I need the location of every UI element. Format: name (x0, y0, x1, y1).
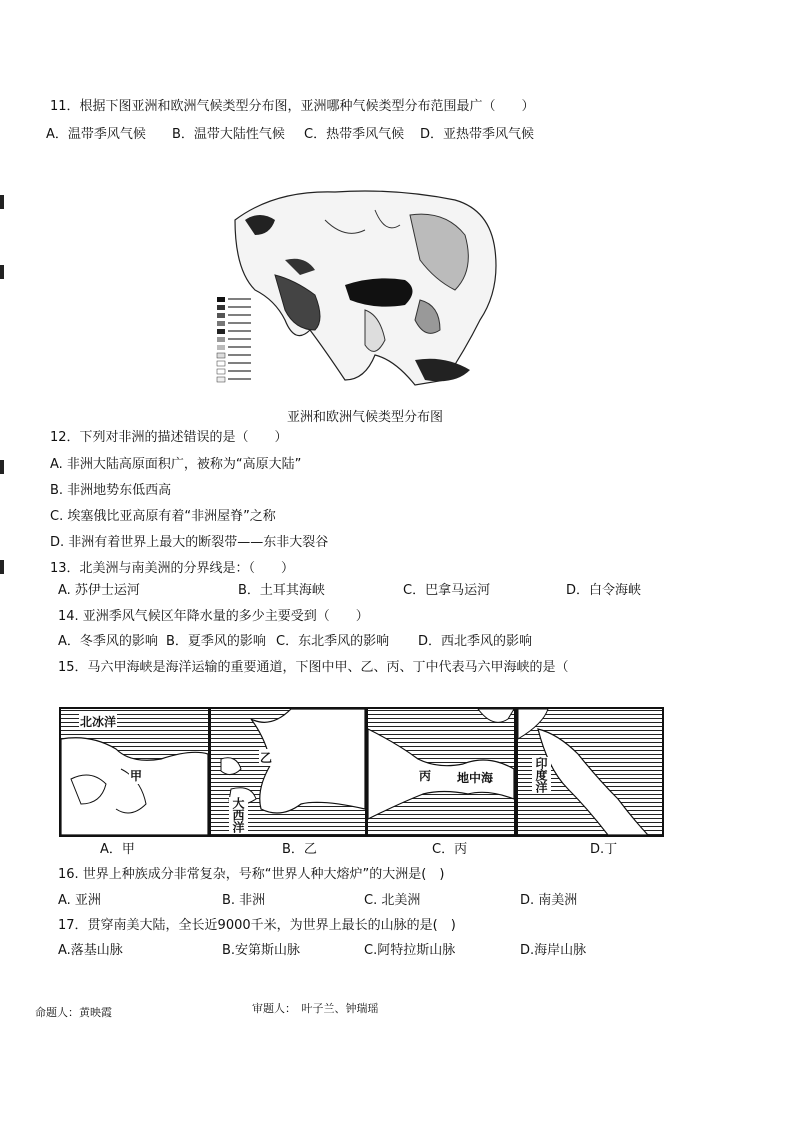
map-label-atlantic: 大西洋 (229, 797, 248, 833)
map-label-indian-ocean: 印度洋 (532, 757, 551, 793)
climate-map-caption: 亚洲和欧洲气候类型分布图 (286, 410, 443, 425)
map-label-jia: 甲 (130, 769, 143, 783)
q15-stem: 15．马六甲海峡是海洋运输的重要通道，下图中甲、乙、丙、丁中代表马六甲海峡的是（ (58, 660, 569, 675)
q12-stem: 12．下列对非洲的描述错误的是（ ） (50, 430, 288, 445)
strait-map-ding (516, 707, 664, 837)
q12-option-b: B. 非洲地势东低西高 (50, 483, 172, 498)
q17-option-d: D.海岸山脉 (520, 943, 587, 958)
q11-option-d: D．亚热带季风气候 (420, 127, 535, 142)
strait-map-jia (59, 707, 210, 837)
map-label-mediterranean: 地中海 (457, 771, 494, 785)
map-label-bing: 丙 (419, 769, 432, 783)
scan-edge-mark (0, 460, 4, 474)
q14-option-a: A．冬季风的影响 (58, 634, 158, 649)
q11-stem: 11．根据下图亚洲和欧洲气候类型分布图，亚洲哪种气候类型分布范围最广（ ） (50, 99, 535, 114)
strait-map-yi (209, 707, 367, 837)
q17-option-c: C.阿特拉斯山脉 (364, 943, 456, 958)
scan-edge-mark (0, 195, 4, 209)
q16-stem: 16. 世界上种族成分非常复杂，号称“世界人种大熔炉”的大洲是( ) (58, 867, 445, 882)
strait-map-ding-caption: D.丁 (590, 842, 618, 857)
exam-reviewer: 审题人： 叶子兰、钟瑞瑶 (252, 1002, 379, 1015)
q13-stem: 13．北美洲与南美洲的分界线是：（ ） (50, 561, 295, 576)
scan-edge-mark (0, 560, 4, 574)
q12-option-d: D. 非洲有着世界上最大的断裂带——东非大裂谷 (50, 535, 329, 550)
q17-option-b: B.安第斯山脉 (222, 943, 301, 958)
asia-europe-climate-map (215, 180, 505, 395)
q14-option-c: C．东北季风的影响 (276, 634, 390, 649)
exam-author: 命题人：黄映霞 (35, 1006, 112, 1019)
q13-option-a: A. 苏伊士运河 (58, 583, 140, 598)
q14-option-d: D．西北季风的影响 (418, 634, 533, 649)
q16-option-c: C. 北美洲 (364, 893, 421, 908)
strait-map-jia-caption: A．甲 (100, 842, 135, 857)
q14-option-b: B．夏季风的影响 (166, 634, 266, 649)
q11-option-a: A．温带季风气候 (46, 127, 146, 142)
q14-stem: 14. 亚洲季风气候区年降水量的多少主要受到（ ） (58, 609, 369, 624)
map-label-arctic-ocean: 北冰洋 (80, 715, 117, 729)
q13-option-d: D．白令海峡 (566, 583, 642, 598)
strait-map-bing (366, 707, 516, 837)
q16-option-d: D. 南美洲 (520, 893, 578, 908)
q16-option-a: A. 亚洲 (58, 893, 101, 908)
q16-option-b: B. 非洲 (222, 893, 266, 908)
q17-option-a: A.落基山脉 (58, 943, 123, 958)
scan-edge-mark (0, 265, 4, 279)
q13-option-b: B．土耳其海峡 (238, 583, 325, 598)
q12-option-a: A. 非洲大陆高原面积广，被称为“高原大陆” (50, 457, 302, 472)
q12-option-c: C. 埃塞俄比亚高原有着“非洲屋脊”之称 (50, 509, 276, 524)
q11-option-b: B．温带大陆性气候 (172, 127, 285, 142)
map-label-yi: 乙 (260, 751, 273, 765)
q11-option-c: C．热带季风气候 (304, 127, 405, 142)
strait-map-bing-caption: C．丙 (432, 842, 468, 857)
q13-option-c: C．巴拿马运河 (403, 583, 491, 598)
q17-stem: 17．贯穿南美大陆，全长近9000千米，为世界上最长的山脉的是( ) (58, 918, 456, 933)
strait-map-yi-caption: B．乙 (282, 842, 317, 857)
